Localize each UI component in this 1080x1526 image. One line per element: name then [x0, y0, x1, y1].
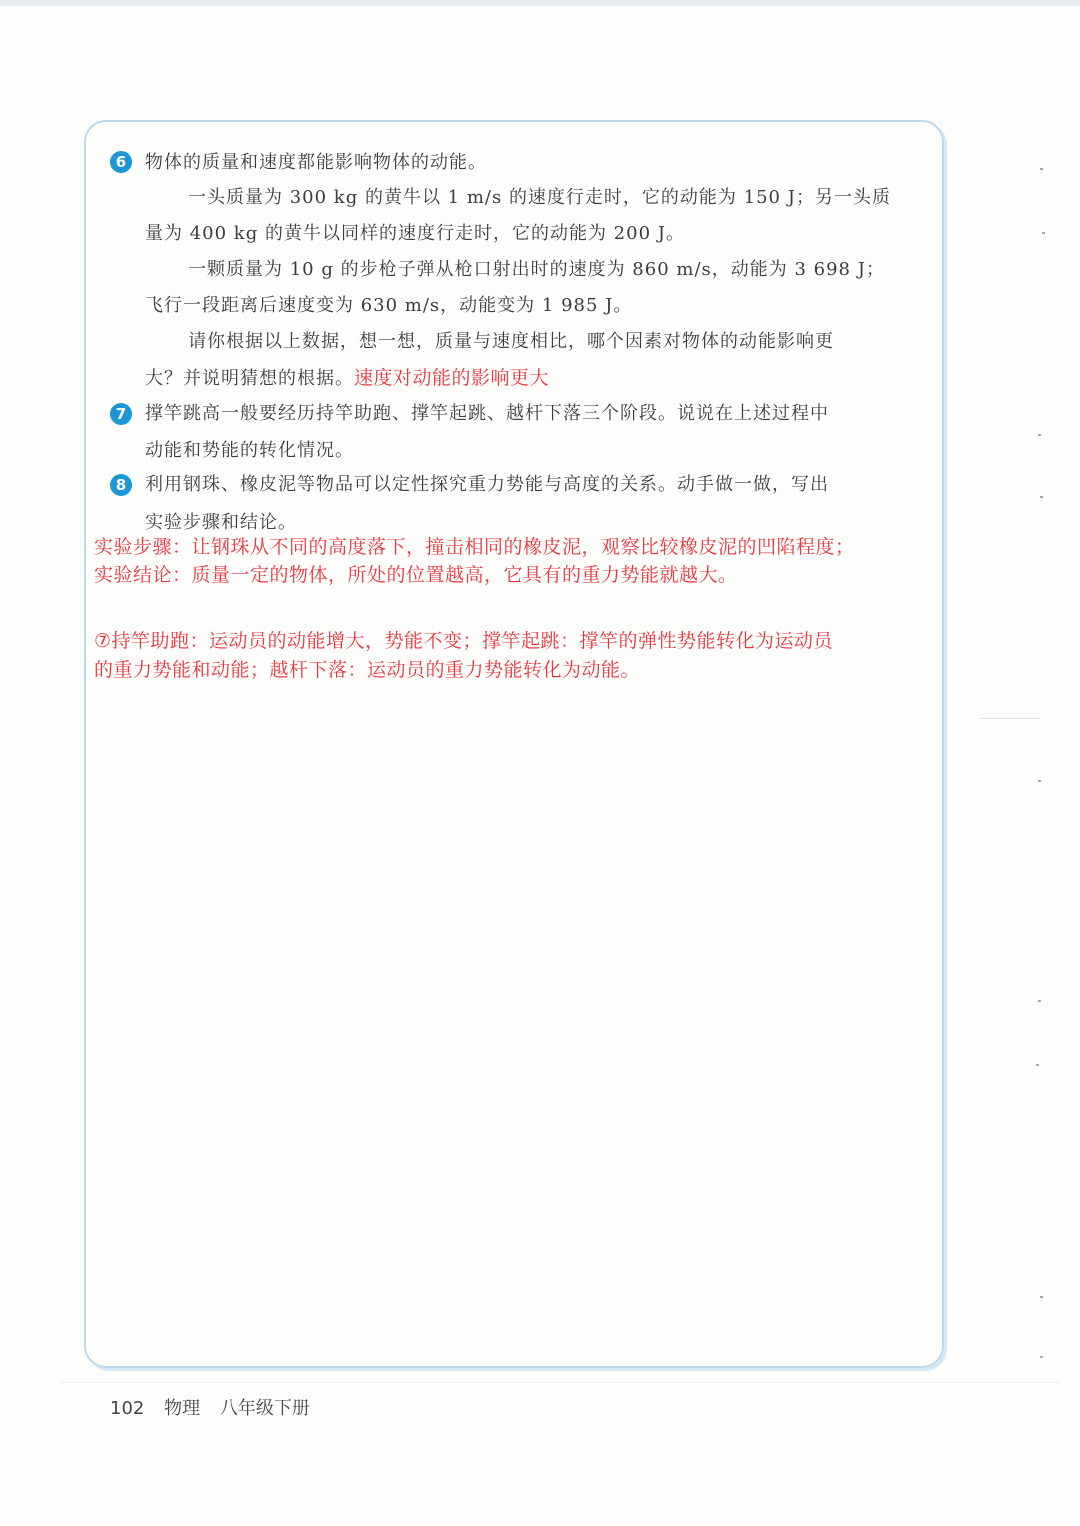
footer-rule: [60, 1382, 1060, 1383]
scan-speck: [1040, 1296, 1043, 1298]
scan-speck: [1040, 168, 1043, 170]
answer-experiment-conclusion: 实验结论：质量一定的物体，所处的位置越高，它具有的重力势能就越大。: [94, 564, 738, 586]
subject-label: 物理: [164, 1398, 201, 1419]
page-footer: [110, 1394, 324, 1420]
paragraph-line: 实验步骤和结论。: [145, 512, 297, 533]
grade-label: 八年级下册: [219, 1398, 310, 1419]
question-number-badge: 8: [110, 474, 132, 496]
scan-speck: [1036, 1064, 1039, 1066]
scan-speck: [1038, 434, 1041, 436]
paragraph-line: 量为 400 kg 的黄牛以同样的速度行走时，它的动能为 200 J。: [145, 223, 685, 244]
paragraph-line: 利用钢珠、橡皮泥等物品可以定性探究重力势能与高度的关系。动手做一做，写出: [145, 474, 829, 495]
scan-speck: [1038, 1000, 1041, 1002]
question-number-badge: 7: [110, 403, 132, 425]
paragraph-line: 动能和势能的转化情况。: [145, 440, 354, 461]
answer-q7-line: ⑦持竿助跑：运动员的动能增大，势能不变；撑竿起跳：撑竿的弹性势能转化为运动员: [94, 630, 834, 652]
answer-q7-line: 的重力势能和动能；越杆下落：运动员的重力势能转化为动能。: [94, 659, 641, 681]
handwritten-answer: 速度对动能的影响更大: [354, 367, 550, 389]
paragraph-line: 请你根据以上数据，想一想，质量与速度相比，哪个因素对物体的动能影响更: [188, 331, 834, 352]
scan-speck: [1040, 496, 1043, 498]
paragraph-line: 撑竿跳高一般要经历持竿助跑、撑竿起跳、越杆下落三个阶段。说说在上述过程中: [145, 403, 829, 424]
page-number: 102: [110, 1398, 145, 1419]
scan-speck: [1040, 1356, 1043, 1358]
scan-speck: [1042, 232, 1045, 234]
scan-speck: [1038, 780, 1041, 782]
paragraph-line: 一颗质量为 10 g 的步枪子弹从枪口射出时的速度为 860 m/s，动能为 3 698 J；: [188, 259, 885, 280]
question-lead: 物体的质量和速度都能影响物体的动能。: [145, 152, 487, 173]
paragraph-line: [145, 363, 549, 390]
scan-speck: [980, 718, 1040, 719]
answer-experiment-steps: 实验步骤：让钢珠从不同的高度落下，撞击相同的橡皮泥，观察比较橡皮泥的凹陷程度；: [94, 536, 855, 558]
paragraph-line: 一头质量为 300 kg 的黄牛以 1 m/s 的速度行走时，它的动能为 150 J；另一头质: [188, 187, 891, 208]
paragraph-line: 飞行一段距离后速度变为 630 m/s，动能变为 1 985 J。: [145, 295, 633, 316]
question-prompt-end: 大？并说明猜想的根据。: [145, 368, 354, 389]
top-edge: [0, 0, 1080, 6]
question-number-badge: 6: [110, 151, 132, 173]
